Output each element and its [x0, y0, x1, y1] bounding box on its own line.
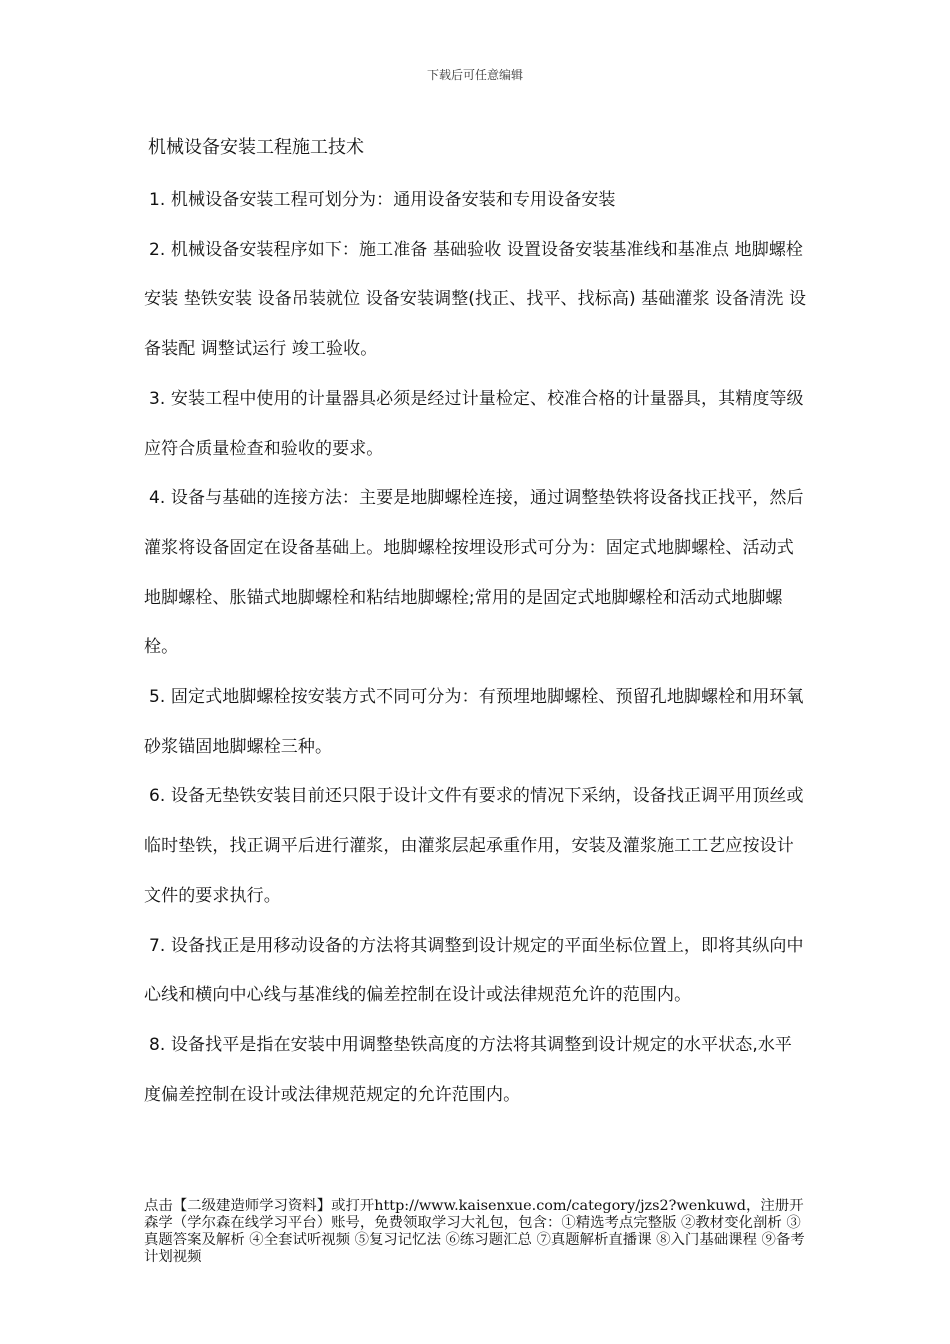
- paragraph-6: 6. 设备无垫铁安装目前还只限于设计文件有要求的情况下采纳，设备找正调平用顶丝或临时垫铁，找正调平后进行灌浆，由灌浆层起承重作用，安装及灌浆施工工艺应按设计文件的要求执行。: [144, 786, 804, 906]
- page-header-note: 下载后可任意编辑: [426, 68, 523, 82]
- paragraph-7: 7. 设备找正是用移动设备的方法将其调整到设计规定的平面坐标位置上，即将其纵向中心线和横向中心线与基准线的偏差控制在设计或法律规范允许的范围内。: [144, 935, 804, 1006]
- paragraph-1: 1. 机械设备安装工程可划分为：通用设备安装和专用设备安装: [149, 190, 616, 210]
- document-body: [144, 127, 808, 1120]
- paragraph-5: 5. 固定式地脚螺栓按安装方式不同可分为：有预埋地脚螺栓、预留孔地脚螺栓和用环氧砂浆锚固地脚螺栓三种。: [144, 687, 804, 757]
- paragraph-4: 4. 设备与基础的连接方法：主要是地脚螺栓连接，通过调整垫铁将设备找正找平，然后灌浆将设备固定在设备基础上。地脚螺栓按埋设形式可分为：固定式地脚螺栓、活动式地脚螺栓、胀锚式地脚螺栓和粘结地脚螺栓;常用的是固定式地脚螺栓和活动式地脚螺栓。: [144, 488, 804, 658]
- document-title: 机械设备安装工程施工技术: [148, 137, 364, 158]
- paragraph-8: 8. 设备找平是指在安装中用调整垫铁高度的方法将其调整到设计规定的水平状态,水平度偏差控制在设计或法律规范规定的允许范围内。: [144, 1034, 793, 1105]
- paragraph-3: 3. 安装工程中使用的计量器具必须是经过计量检定、校准合格的计量器具，其精度等级应符合质量检查和验收的要求。: [144, 388, 804, 459]
- paragraph-2: 2. 机械设备安装程序如下：施工准备 基础验收 设置设备安装基准线和基准点 地脚螺栓安装 垫铁安装 设备吊装就位 设备安装调整(找正、找平、找标高) 基础灌浆 设备清洗 设备装配 调整试运行 竣工验收。: [144, 239, 807, 360]
- footer-promo-note[interactable]: 点击【二级建造师学习资料】或打开http://www.kaisenxue.com/category/jzs2?wenkuwd，注册开森学（学尔森在线学习平台）账号，免费领取学习大礼包，包含：①精选考点完整版 ②教材变化剖析 ③真题答案及解析 ④全套试听视频 ⑤复习记忆法 ⑥练习题汇总 ⑦真题解析直播课 ⑧入门基础课程 ⑨备考计划视频: [144, 1198, 805, 1265]
